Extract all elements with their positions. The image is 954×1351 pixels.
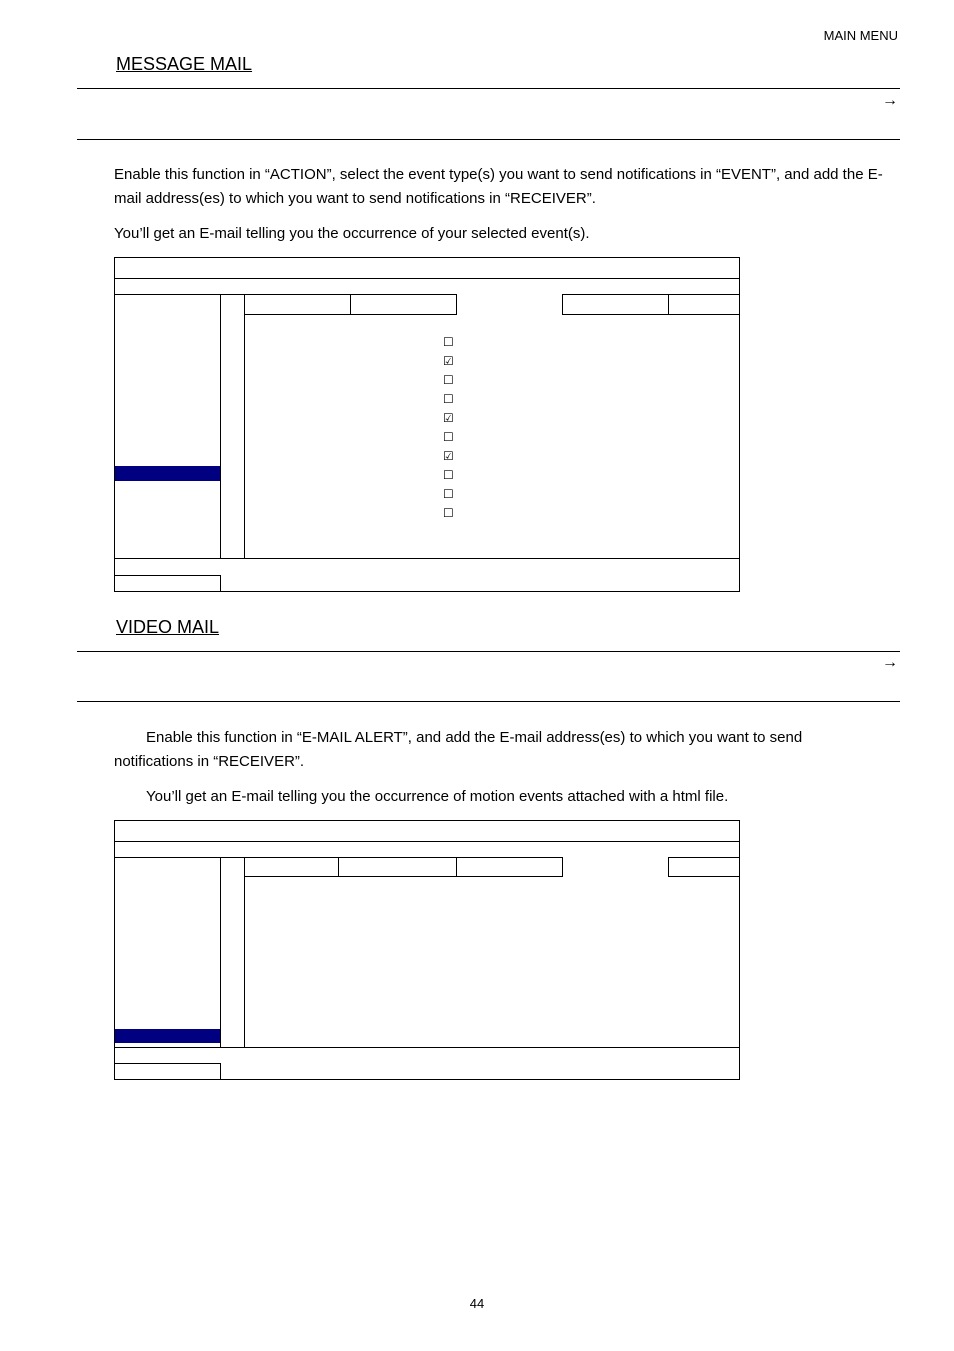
event-checkbox-list [443,333,457,523]
tab-row [244,857,740,877]
tab-underline-left [244,876,563,878]
side-menu [114,294,221,559]
tab-5[interactable] [668,294,740,315]
bottom-left-cell [114,575,221,592]
divider [77,88,900,89]
arrow-icon: → [882,654,898,671]
divider [77,651,900,652]
event-checkbox[interactable]: ☐ [443,392,454,406]
event-checkbox[interactable]: ☐ [443,506,454,520]
sub-bar [114,841,740,858]
side-menu [114,857,221,1048]
message-mail-note: You’ll get an E-mail telling you the occurrence of your selected event(s). [114,225,590,242]
tab-3[interactable] [456,857,563,877]
message-mail-title: MESSAGE MAIL [116,54,253,74]
event-checkbox[interactable]: ☐ [443,468,454,482]
event-checkbox[interactable]: ☐ [443,487,454,501]
video-mail-title: VIDEO MAIL [116,617,220,637]
message-mail-description: Enable this function in “ACTION”, select the event type(s) you want to send notifications in “EVENT”, and add the E-mail address(es) to which you want to send notifications in “RECEIVER”. [114,166,883,207]
tab-row [244,294,740,315]
side-menu-selected-item[interactable] [115,466,220,481]
event-checkbox[interactable]: ☐ [443,430,454,444]
arrow-icon: → [882,92,898,109]
content-panel [244,294,740,559]
side-menu-selected-item[interactable] [115,1029,220,1043]
tab-3-active[interactable] [456,294,563,315]
content-panel [244,857,740,1048]
event-checkbox[interactable]: ☑ [443,449,454,463]
tab-4-active[interactable] [562,857,669,877]
video-mail-description: Enable this function in “E-MAIL ALERT”, and add the E-mail address(es) to which you want to send notifications in “RECEIVER”. [114,729,803,770]
tab-1[interactable] [244,294,351,315]
header-section-label: MAIN MENU [823,28,898,43]
tab-1[interactable] [244,857,339,877]
divider [77,139,900,140]
tab-4[interactable] [562,294,669,315]
message-mail-screen [114,257,740,592]
divider [77,701,900,702]
tab-2[interactable] [350,294,457,315]
title-bar [114,820,740,842]
bottom-left-cell [114,1063,221,1080]
page-number: 44 [469,1296,485,1311]
event-checkbox[interactable]: ☑ [443,411,454,425]
title-bar [114,257,740,279]
sub-bar [114,278,740,295]
tab-underline-left [244,314,456,316]
tab-2[interactable] [338,857,457,877]
video-mail-note: You’ll get an E-mail telling you the occurrence of motion events attached with a html file. [146,788,729,805]
event-checkbox[interactable]: ☐ [443,373,454,387]
event-checkbox[interactable]: ☑ [443,354,454,368]
video-mail-screen [114,820,740,1080]
tab-underline-right [562,314,740,316]
tab-5[interactable] [668,857,740,877]
event-checkbox[interactable]: ☐ [443,335,454,349]
